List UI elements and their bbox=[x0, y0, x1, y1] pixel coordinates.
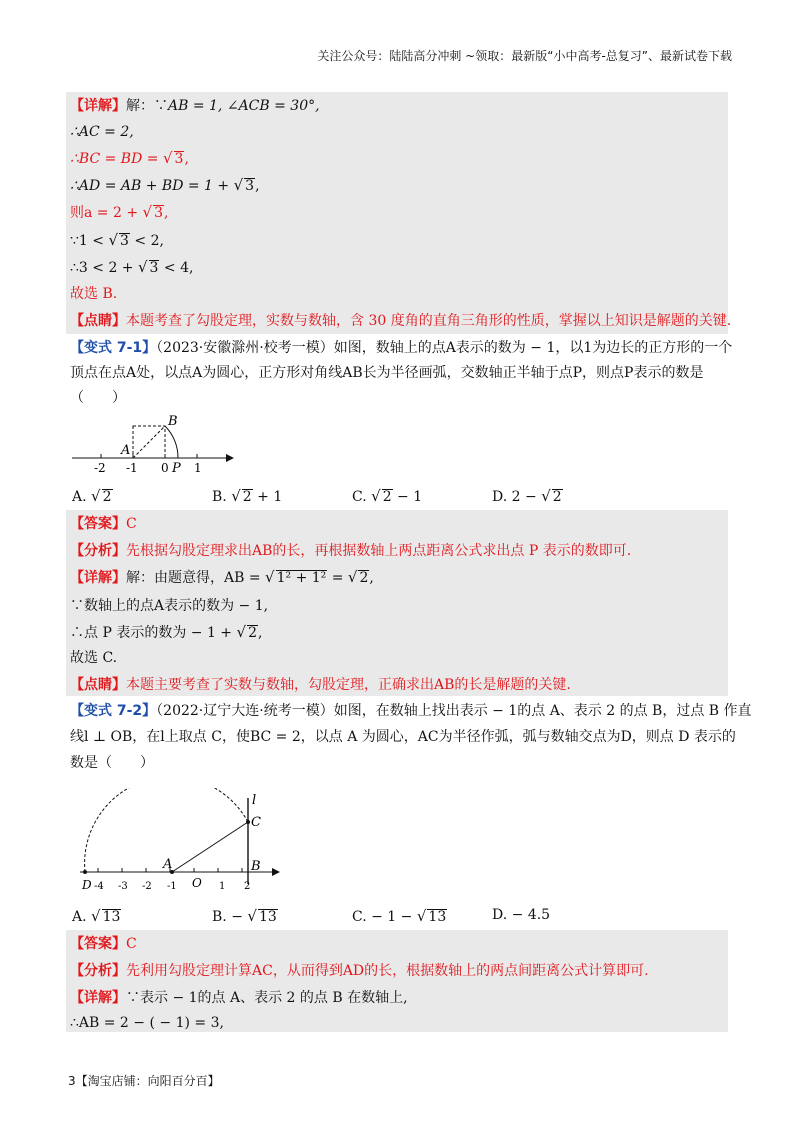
q72-analysis: 【分析】先利用勾股定理计算AC，从而得到AD的长，根据数轴上的两点间距离公式计算即可. bbox=[70, 963, 649, 979]
q71-figure bbox=[68, 410, 238, 476]
q71-label-B: B bbox=[168, 414, 178, 429]
point-line: 【点睛】本题考查了勾股定理，实数与数轴，含 30 度角的直角三角形的性质，掌握以上知识是解题的关键. bbox=[70, 313, 732, 329]
q72-label-2: 2 bbox=[244, 881, 251, 892]
q72-option-c[interactable]: C. − 1 − √ 13 bbox=[352, 907, 447, 925]
q72-figure bbox=[72, 788, 288, 896]
q72-label-m2: -2 bbox=[142, 881, 152, 892]
detail-line-5: 则a = 2 + √ 3, bbox=[70, 203, 169, 221]
page-footer: 3【淘宝店铺：向阳百分百】 bbox=[68, 1074, 220, 1088]
q71-point: 【点睛】本题主要考查了实数与数轴，勾股定理，正确求出AB的长是解题的关键. bbox=[70, 677, 571, 693]
q72-label-m3: -3 bbox=[118, 881, 128, 892]
q71-text-1: 【变式 7-1】（2023·安徽滁州·校考一模）如图，数轴上的点A表示的数为 − 1，以1为边长的正方形的一个 bbox=[70, 340, 733, 356]
q72-label-m1: -1 bbox=[167, 881, 177, 892]
q72-detail-2: ∴AB = 2 − ( − 1) = 3, bbox=[70, 1015, 224, 1031]
q72-label-D: D bbox=[82, 878, 92, 892]
q71-detail-3: ∴点 P 表示的数为 − 1 + √ 2, bbox=[70, 623, 263, 641]
q71-label-m1: -1 bbox=[126, 461, 138, 475]
q71-option-a[interactable]: A. √ 2 bbox=[72, 487, 112, 505]
q72-answer: 【答案】C bbox=[70, 936, 137, 952]
q71-option-c[interactable]: C. √ 2 − 1 bbox=[352, 487, 423, 505]
q72-label-m4: -4 bbox=[94, 881, 104, 892]
q71-label-1: 1 bbox=[194, 461, 202, 475]
q72-option-a[interactable]: A. √ 13 bbox=[72, 907, 121, 925]
q71-text-2: 顶点在点A处，以点A为圆心，正方形对角线AB长为半径画弧，交数轴正半轴于点P，则点P表示的数是 bbox=[70, 365, 704, 381]
detail-line-2: ∴AC = 2, bbox=[70, 124, 134, 140]
q72-text-3: 数是（ ） bbox=[70, 755, 154, 771]
q72-label-A: A bbox=[163, 857, 173, 872]
q72-label-1: 1 bbox=[219, 881, 226, 892]
q71-label-0: 0 bbox=[161, 461, 169, 475]
detail-line-1: 【详解】解：∵AB = 1, ∠ACB = 30°, bbox=[70, 98, 320, 114]
q71-option-b[interactable]: B. √ 2 + 1 bbox=[212, 487, 283, 505]
q72-detail-1: 【详解】∵表示 − 1的点 A、表示 2 的点 B 在数轴上, bbox=[70, 990, 408, 1006]
detail-line-7: ∴3 < 2 + √ 3 < 4, bbox=[70, 258, 194, 276]
q72-option-d[interactable]: D. − 4.5 bbox=[492, 907, 551, 923]
q71-text-3: （ ） bbox=[70, 390, 126, 406]
q71-option-d[interactable]: D. 2 − √ 2 bbox=[492, 487, 562, 505]
q72-label-B: B bbox=[251, 859, 261, 874]
q72-text-2: 线l ⊥ OB，在l上取点 C，使BC = 2，以点 A 为圆心，AC为半径作弧，弧与数轴交点为D，则点 D 表示的 bbox=[70, 729, 736, 745]
q71-label-A: A bbox=[121, 443, 131, 458]
q71-detail-4: 故选 C. bbox=[70, 650, 118, 666]
page-header: 关注公众号：陆陆高分冲刺 ~领取：最新版“小中高考-总复习”、最新试卷下载 bbox=[317, 49, 732, 63]
q71-label-m2: -2 bbox=[94, 461, 106, 475]
detail-line-8: 故选 B. bbox=[70, 286, 118, 302]
q72-label-l: l bbox=[252, 793, 257, 808]
q71-detail-1: 【详解】解：由题意得，AB = √ 1² + 1² = √ 2, bbox=[70, 568, 374, 586]
detail-line-4: ∴AD = AB + BD = 1 + √ 3, bbox=[70, 176, 260, 194]
detail-line-6: ∵1 < √ 3 < 2, bbox=[70, 231, 164, 249]
detail-line-3: ∴BC = BD = √ 3, bbox=[70, 149, 189, 167]
q72-text-1: 【变式 7-2】（2022·辽宁大连·统考一模）如图，在数轴上找出表示 − 1的点 A、表示 2 的点 B，过点 B 作直 bbox=[70, 703, 752, 719]
q71-detail-2: ∵数轴上的点A表示的数为 − 1, bbox=[70, 598, 269, 614]
q71-analysis: 【分析】先根据勾股定理求出AB的长，再根据数轴上两点距离公式求出点 P 表示的数即可. bbox=[70, 543, 632, 559]
q72-option-b[interactable]: B. − √ 13 bbox=[212, 907, 277, 925]
q71-answer: 【答案】C bbox=[70, 516, 137, 532]
q71-label-P: P bbox=[172, 461, 181, 476]
q72-label-O: O bbox=[192, 876, 202, 890]
q72-label-C: C bbox=[251, 815, 261, 830]
